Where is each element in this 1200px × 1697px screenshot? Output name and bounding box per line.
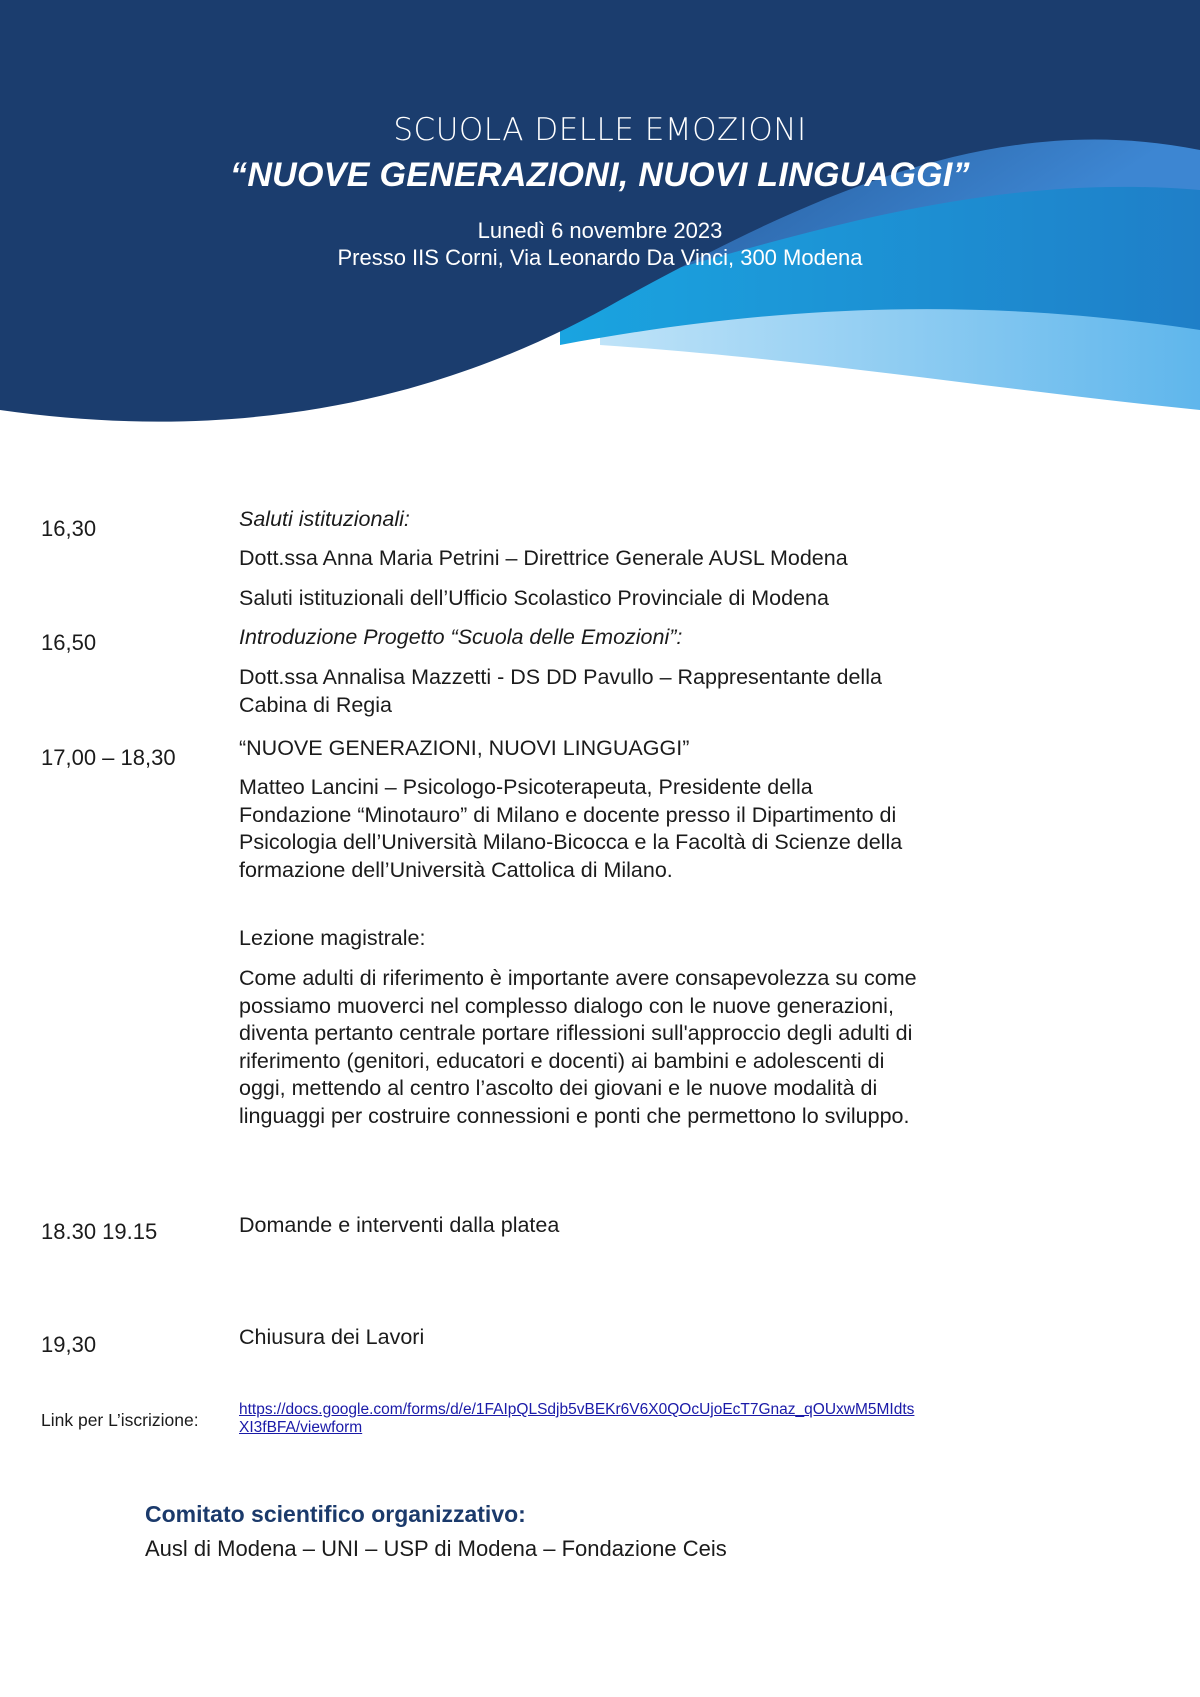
- speaker-bio: Matteo Lancini – Psicologo-Psicoterapeuta, Presidente della Fondazione “Minotauro” di Milano e docente presso il Dipartimento di Psicologia dell’Università Milano-Bicocca e la Facoltà di Scienze della formazione dell’Università Cattolica di Milano.: [239, 775, 903, 882]
- program-line: “NUOVE GENERAZIONI, NUOVI LINGUAGGI”: [239, 736, 690, 760]
- program-time: 16,30: [41, 516, 97, 541]
- committee-members: Ausl di Modena – UNI – USP di Modena – Fondazione Ceis: [145, 1536, 727, 1561]
- event-date: Lunedì 6 novembre 2023: [477, 218, 723, 243]
- program-line: Saluti istituzionali:: [239, 507, 410, 531]
- program-line: Lezione magistrale:: [239, 926, 426, 950]
- program-line: Domande e interventi dalla platea: [239, 1213, 560, 1237]
- program-line: Saluti istituzionali dell’Ufficio Scolastico Provinciale di Modena: [239, 586, 829, 610]
- program-line: Dott.ssa Anna Maria Petrini – Direttrice Generale AUSL Modena: [239, 546, 848, 570]
- program-time: 19,30: [41, 1332, 97, 1357]
- registration-label: Link per L’iscrizione:: [41, 1410, 199, 1430]
- series-title: SCUOLA DELLE EMOZIONI: [393, 112, 807, 148]
- program-line: Chiusura dei Lavori: [239, 1325, 425, 1349]
- program-time: 18.30 19.15: [41, 1219, 158, 1244]
- registration-link[interactable]: https://docs.google.com/forms/d/e/1FAIpQLSdjb5vBEKr6V6X0QOcUjoEcT7Gnaz_qOUxwM5MIdtsXI3fBFA/viewform: [239, 1401, 915, 1436]
- lecture-description: Come adulti di riferimento è importante avere consapevolezza su come possiamo muoverci nel complesso dialogo con le nuove generazioni, diventa pertanto centrale portare riflessioni sull'approccio degli adulti di riferimento (genitori, educatori e docenti) ai bambini e adolescenti di oggi, mettendo al centro l’ascolto dei giovani e le nuove modalità di linguaggi per costruire connessioni e ponti che permettono lo sviluppo.: [239, 966, 917, 1128]
- event-venue: Presso IIS Corni, Via Leonardo Da Vinci, 300 Modena: [337, 245, 863, 270]
- main-title: “NUOVE GENERAZIONI, NUOVI LINGUAGGI”: [230, 156, 970, 194]
- program-line: Dott.ssa Annalisa Mazzetti - DS DD Pavullo – Rappresentante della Cabina di Regia: [239, 665, 882, 717]
- program-time: 16,50: [41, 630, 97, 655]
- committee-title: Comitato scientifico organizzativo:: [145, 1501, 526, 1527]
- program-line: Introduzione Progetto “Scuola delle Emozioni”:: [239, 625, 683, 649]
- program-time: 17,00 – 18,30: [41, 745, 176, 770]
